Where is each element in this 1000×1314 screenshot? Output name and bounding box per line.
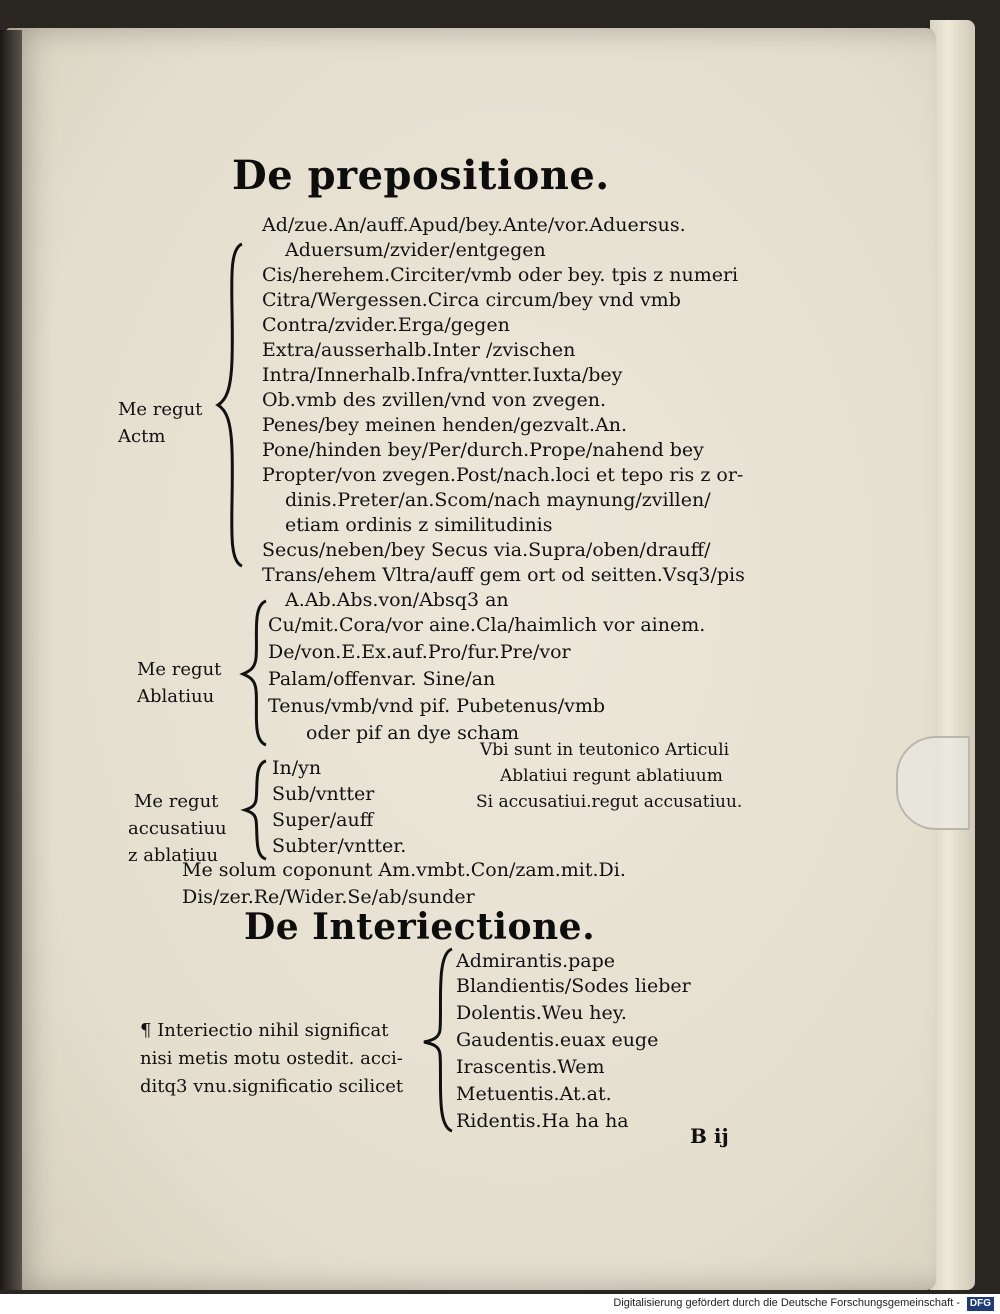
interjection-kind: Metuentis.At.at. [456, 1083, 612, 1105]
interjection-kind: Irascentis.Wem [456, 1056, 605, 1078]
interjection-kind: Ridentis.Ha ha ha [456, 1110, 629, 1132]
interjection-kind: Dolentis.Weu hey. [456, 1002, 627, 1024]
note-line: Vbi sunt in teutonico Articuli [480, 740, 730, 760]
interjection-kind: Blandientis/Sodes lieber [456, 975, 691, 997]
text-line: Tenus/vmb/vnd pif. Pubetenus/vmb [268, 695, 606, 717]
label-ablative-1: Me regut [137, 659, 222, 680]
composition-line: Dis/zer.Re/Wider.Se/ab/sunder [182, 886, 475, 908]
interjection-text-1: ¶ Interiectio nihil significat [140, 1020, 389, 1041]
text-line: Extra/ausserhalb.Inter /zvischen [262, 339, 576, 361]
text-line: Propter/von zvegen.Post/nach.loci et tepo ris z or- [262, 464, 744, 486]
interjection-kind: Admirantis.pape [456, 950, 616, 972]
text-line: Aduersum/zvider/entgegen [285, 239, 546, 261]
text-line: Cis/herehem.Circiter/vmb oder bey. tpis z numeri [262, 264, 739, 286]
interjection-text-2: nisi metis motu ostedit. acci- [140, 1048, 403, 1069]
label-accusative-1: Me regut [118, 399, 203, 420]
text-line: Cu/mit.Cora/vor aine.Cla/haimlich vor ainem. [268, 614, 706, 636]
interjection-kind: Gaudentis.euax euge [456, 1029, 659, 1051]
label-accusative-2: Actm [118, 426, 166, 447]
footer-bar [0, 1294, 1000, 1314]
note-line: Si accusatiui.regut accusatiuu. [476, 792, 743, 812]
text-line: Trans/ehem Vltra/auff gem ort od seitten.Vsq3/pis [262, 564, 745, 586]
text-line: oder pif an dye scham [306, 722, 520, 744]
text-line: In/yn [272, 757, 322, 779]
heading-interjections: De Interiectione. [244, 906, 596, 948]
note-line: Ablatiui regunt ablatiuum [500, 766, 723, 786]
text-line: Ob.vmb des zvillen/vnd von zvegen. [262, 389, 607, 411]
label-ablative-2: Ablatiuu [137, 686, 215, 707]
text-line: Pone/hinden bey/Per/durch.Prope/nahend bey [262, 439, 704, 461]
text-line: Contra/zvider.Erga/gegen [262, 314, 510, 336]
text-line: etiam ordinis z similitudinis [285, 514, 553, 536]
text-line: Ad/zue.An/auff.Apud/bey.Ante/vor.Aduersus. [262, 214, 686, 236]
page-clip [896, 736, 970, 830]
footer-text: Digitalisierung gefördert durch die Deutsche Forschungsgemeinschaft - [613, 1297, 960, 1309]
text-line: dinis.Preter/an.Scom/nach maynung/zvillen/ [285, 489, 711, 511]
page-edges [930, 20, 975, 1290]
brace-ablative [238, 598, 272, 748]
heading-prepositions: De prepositione. [232, 152, 610, 199]
label-both-2: accusatiuu [128, 818, 227, 839]
composition-line: Me solum coponunt Am.vmbt.Con/zam.mit.Di. [182, 859, 626, 881]
text-line: Penes/bey meinen henden/gezvalt.An. [262, 414, 628, 436]
brace-both-cases [240, 758, 270, 862]
interjection-text-3: ditq3 vnu.significatio scilicet [140, 1076, 404, 1097]
signature-mark: B ij [690, 1124, 729, 1148]
text-line: Super/auff [272, 809, 374, 831]
text-line: Palam/offenvar. Sine/an [268, 668, 496, 690]
book-gutter [0, 30, 22, 1290]
text-line: Intra/Innerhalb.Infra/vntter.Iuxta/bey [262, 364, 623, 386]
dfg-logo: DFG [967, 1297, 994, 1311]
text-line: Subter/vntter. [272, 835, 407, 857]
brace-interjections [418, 946, 458, 1134]
label-both-3: z ablatiuu [128, 845, 219, 866]
interjection-text-line: Interiectio nihil significat [157, 1020, 389, 1041]
text-line: A.Ab.Abs.von/Absq3 an [285, 589, 509, 611]
brace-accusative [212, 240, 252, 570]
text-line: Sub/vntter [272, 783, 375, 805]
label-both-1: Me regut [134, 791, 219, 812]
text-line: Secus/neben/bey Secus via.Supra/oben/drauff/ [262, 539, 711, 561]
text-line: De/von.E.Ex.auf.Pro/fur.Pre/vor [268, 641, 571, 663]
text-line: Citra/Wergessen.Circa circum/bey vnd vmb [262, 289, 681, 311]
